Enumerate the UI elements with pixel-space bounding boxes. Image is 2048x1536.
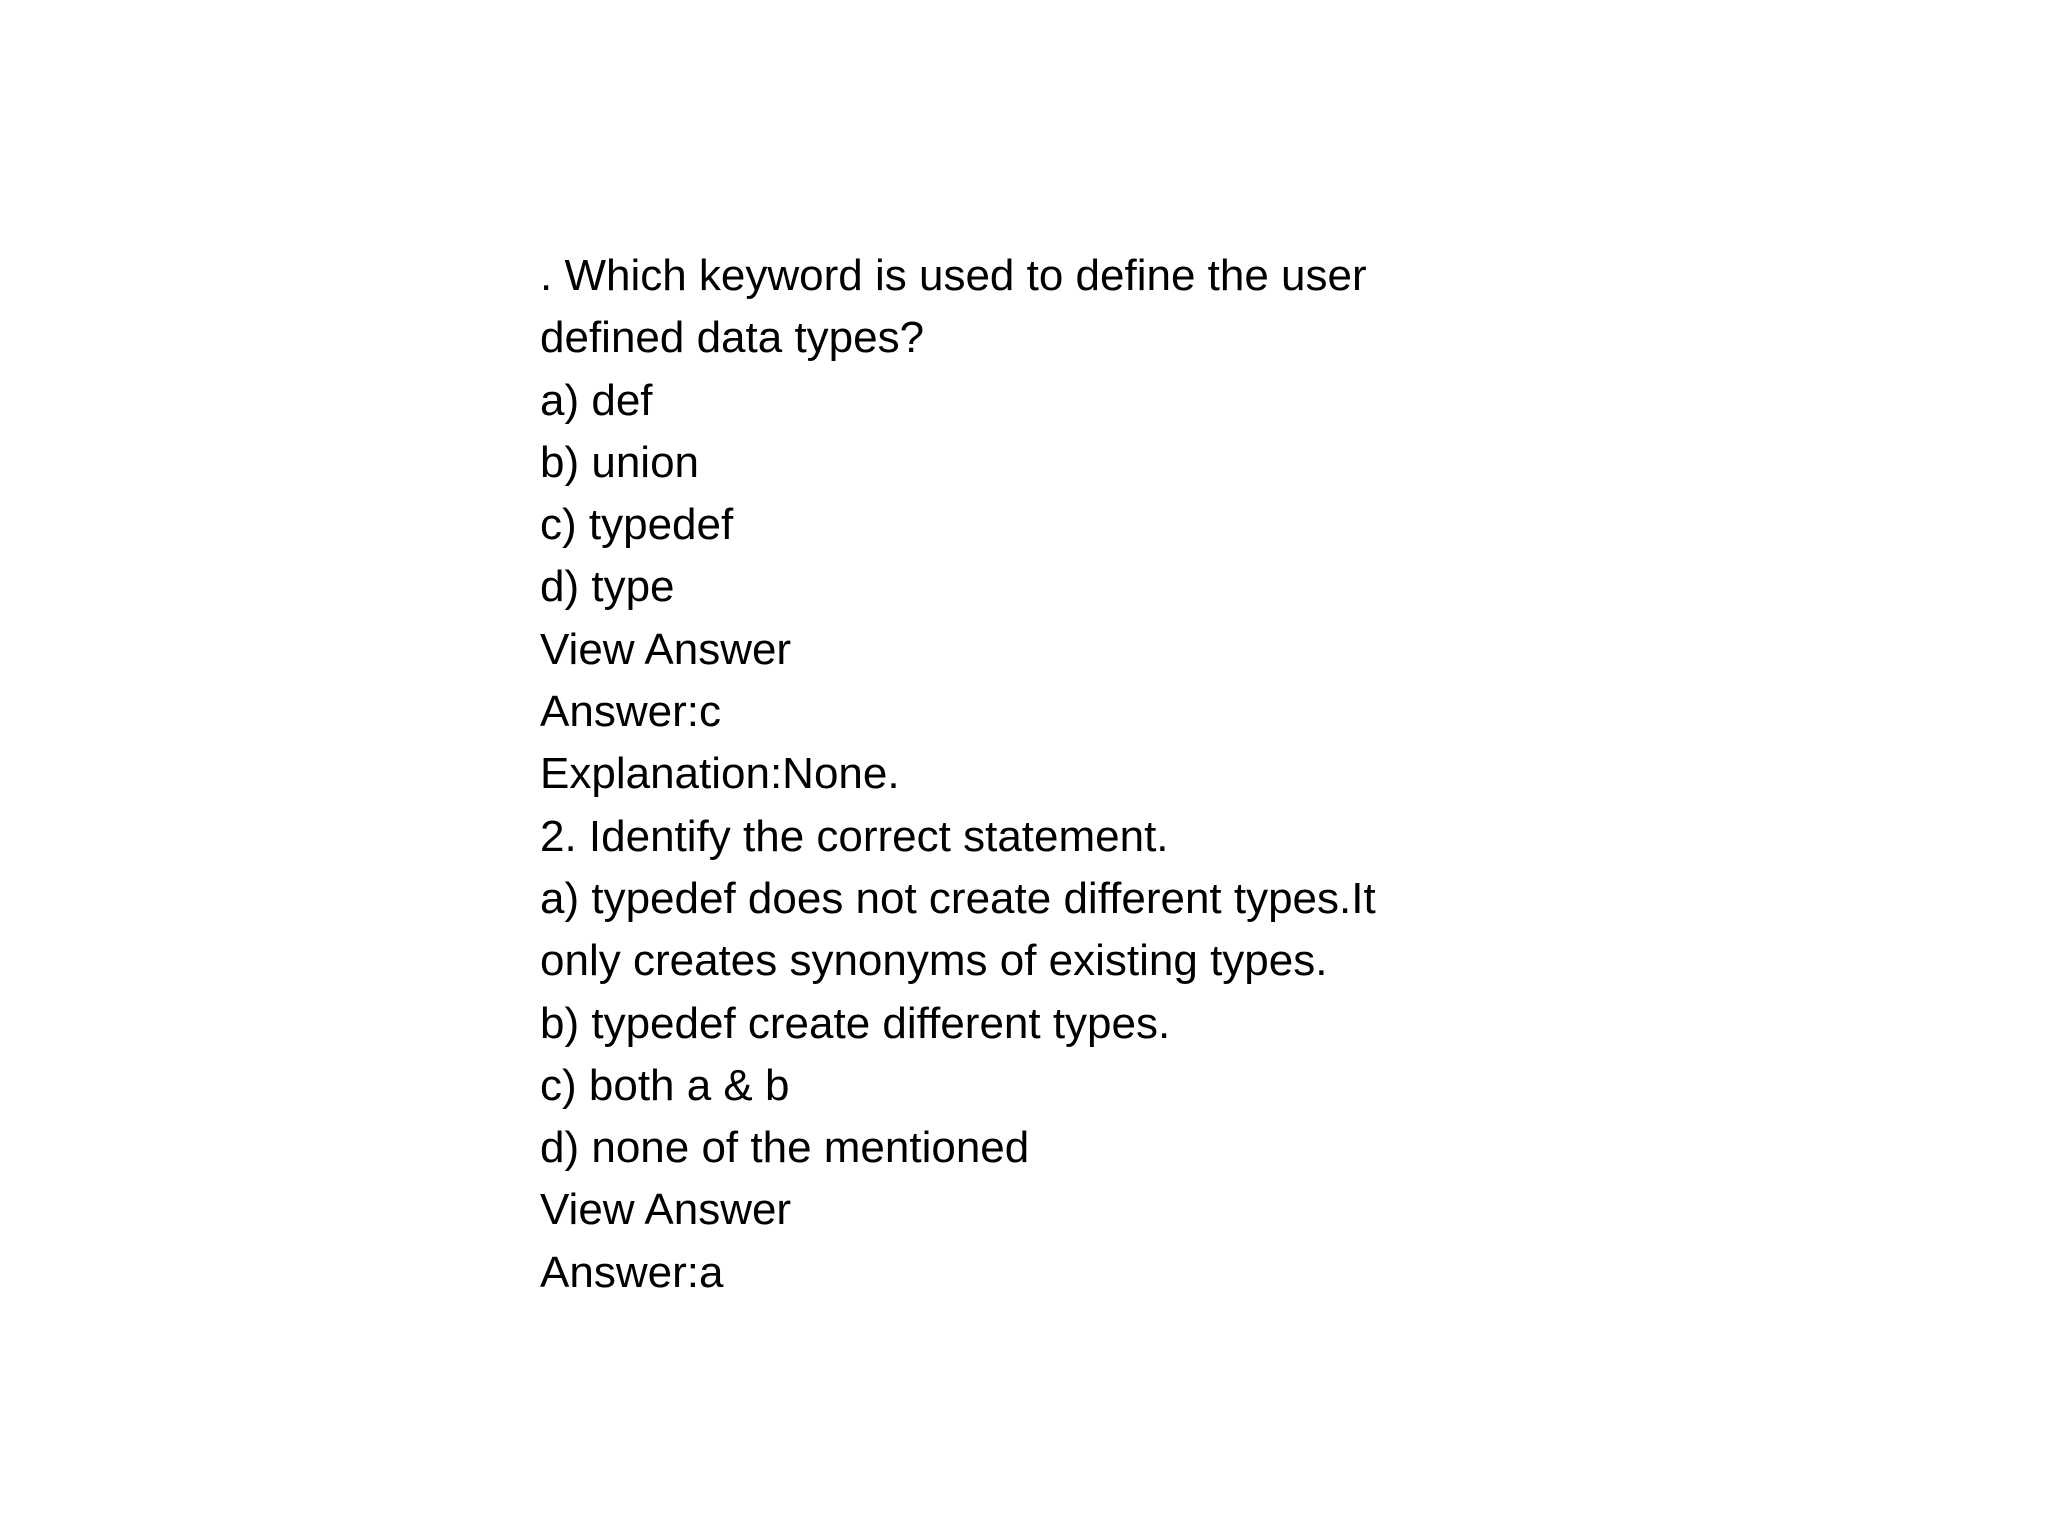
q2-question: 2. Identify the correct statement. [540,811,1169,861]
q1-view-answer: View Answer [540,624,792,674]
q2-view-answer: View Answer [540,1185,792,1235]
q1-answer: Answer:c [540,687,721,737]
q2-option-a-line-2: only creates synonyms of existing types. [540,936,1328,986]
q2-answer: Answer:a [540,1247,724,1297]
q2-option-d: d) none of the mentioned [540,1123,1030,1173]
q1-option-d: d) type [540,562,675,612]
q1-option-a: a) def [540,375,653,425]
q2-option-c: c) both a & b [540,1060,790,1110]
q1-question-line-2: defined data types? [540,313,925,363]
q2-option-a-line-1: a) typedef does not create different types.It [540,873,1376,923]
q1-explanation: Explanation:None. [540,749,900,799]
q1-option-b: b) union [540,437,700,487]
q1-question-line-1: . Which keyword is used to define the user [540,251,1367,300]
quiz-text-block [540,245,1540,1304]
q2-option-b: b) typedef create different types. [540,998,1171,1048]
q1-option-c: c) typedef [540,500,734,550]
